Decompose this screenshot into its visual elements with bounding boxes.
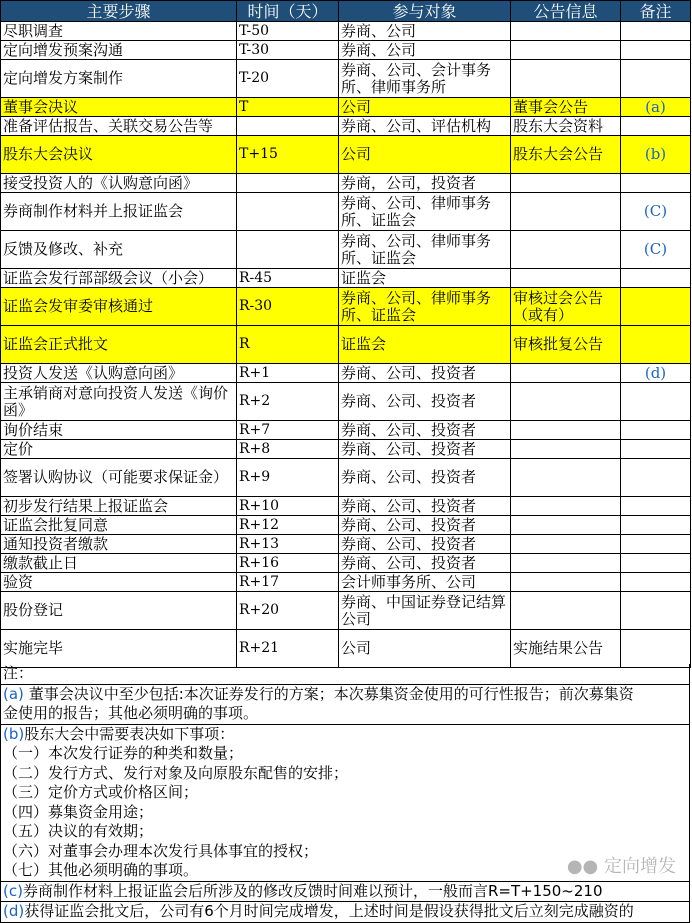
notice-cell bbox=[511, 516, 621, 535]
table-row bbox=[1, 364, 691, 383]
notice-cell bbox=[511, 440, 621, 459]
remark-cell bbox=[621, 383, 691, 421]
notice-cell: 实施结果公告 bbox=[511, 630, 621, 668]
remark-cell bbox=[621, 22, 691, 41]
table-row bbox=[1, 573, 691, 592]
remark-cell: (b) bbox=[621, 136, 691, 174]
table-row bbox=[1, 98, 691, 117]
time-cell: R-45 bbox=[237, 269, 339, 288]
note-b-item: （二）发行方式、发行对象及向原股东配售的安排； bbox=[3, 763, 349, 782]
note-b-text: 股东大会中需要表决如下事项： bbox=[24, 724, 235, 743]
party-cell: 券商、公司、投资者 bbox=[339, 364, 511, 383]
notice-cell bbox=[511, 269, 621, 288]
party-cell: 公司 bbox=[339, 136, 511, 174]
step-cell: 准备评估报告、关联交易公告等 bbox=[1, 117, 237, 136]
remark-cell bbox=[621, 535, 691, 554]
note-a-text2: 金使用的报告；其他必须明确的事项。 bbox=[3, 704, 259, 722]
party-cell: 会计师事务所、公司 bbox=[339, 573, 511, 592]
party-cell: 券商、公司、会计事务所、律师事务所 bbox=[339, 60, 511, 98]
remark-cell bbox=[621, 573, 691, 592]
time-cell: R+12 bbox=[237, 516, 339, 535]
party-cell: 券商、公司、投资者 bbox=[339, 554, 511, 573]
time-cell: R+9 bbox=[237, 459, 339, 497]
time-cell bbox=[237, 174, 339, 193]
remark-cell bbox=[621, 459, 691, 497]
step-cell: 证监会发审委审核通过 bbox=[1, 288, 237, 326]
notice-cell bbox=[511, 174, 621, 193]
step-cell: 询价结束 bbox=[1, 421, 237, 440]
party-cell: 券商、公司 bbox=[339, 41, 511, 60]
table-row bbox=[1, 630, 691, 668]
note-c-tag: (c) bbox=[3, 881, 23, 900]
notice-cell bbox=[511, 535, 621, 554]
note-a-tag: (a) bbox=[3, 684, 24, 703]
step-cell: 定价 bbox=[1, 440, 237, 459]
remark-cell: (C) bbox=[621, 231, 691, 269]
step-cell: 券商制作材料并上报证监会 bbox=[1, 193, 237, 231]
note-c-text: 券商制作材料上报证监会后所涉及的修改反馈时间难以预计，一般而言R=T+150~210 bbox=[22, 881, 603, 900]
time-cell: R+7 bbox=[237, 421, 339, 440]
time-cell: R+2 bbox=[237, 383, 339, 421]
remark-cell bbox=[621, 630, 691, 668]
table-row bbox=[1, 231, 691, 269]
step-cell: 签署认购协议（可能要求保证金） bbox=[1, 459, 237, 497]
party-cell: 券商、公司、评估机构 bbox=[339, 117, 511, 136]
table-row bbox=[1, 554, 691, 573]
note-d-text: 获得证监会批文后，公司有6个月时间完成增发，上述时间是假设获得批文后立刻完成融资的 bbox=[24, 902, 634, 920]
remark-cell bbox=[621, 497, 691, 516]
party-cell: 券商、公司、投资者 bbox=[339, 497, 511, 516]
header-time: 时间（天） bbox=[237, 1, 339, 22]
remark-cell bbox=[621, 288, 691, 326]
time-cell: R-30 bbox=[237, 288, 339, 326]
remark-cell bbox=[621, 421, 691, 440]
remark-cell bbox=[621, 326, 691, 364]
step-cell: 证监会批复同意 bbox=[1, 516, 237, 535]
party-cell: 券商、公司、投资者 bbox=[339, 421, 511, 440]
note-a bbox=[0, 684, 690, 725]
time-cell: T-30 bbox=[237, 41, 339, 60]
time-cell: R+17 bbox=[237, 573, 339, 592]
table-row bbox=[1, 22, 691, 41]
party-cell: 券商、公司、律师事务所、证监会 bbox=[339, 231, 511, 269]
remark-cell: (d) bbox=[621, 364, 691, 383]
note-b-item: （三）定价方式或价格区间； bbox=[3, 783, 199, 801]
time-cell: R+8 bbox=[237, 440, 339, 459]
notice-cell bbox=[511, 459, 621, 497]
notice-cell: 股东大会公告 bbox=[511, 136, 621, 174]
party-cell: 券商，公司，投资者 bbox=[339, 174, 511, 193]
notice-cell bbox=[511, 41, 621, 60]
remark-cell: (a) bbox=[621, 98, 691, 117]
notice-cell bbox=[511, 231, 621, 269]
table-row bbox=[1, 136, 691, 174]
notice-cell: 董事会公告 bbox=[511, 98, 621, 117]
party-cell: 公司 bbox=[339, 98, 511, 117]
step-cell: 验资 bbox=[1, 573, 237, 592]
remark-cell bbox=[621, 554, 691, 573]
time-cell: T-20 bbox=[237, 60, 339, 98]
header-step: 主要步骤 bbox=[1, 1, 237, 22]
notice-cell bbox=[511, 554, 621, 573]
step-cell: 定向增发方案制作 bbox=[1, 60, 237, 98]
notes-title: 注： bbox=[0, 664, 690, 684]
step-cell: 证监会正式批文 bbox=[1, 326, 237, 364]
watermark-text: 定向增发 bbox=[604, 856, 676, 877]
note-a-text1: 董事会决议中至少包括:本次证券发行的方案；本次募集资金使用的可行性报告；前次募集资 bbox=[28, 684, 634, 703]
note-b-item: （七）其他必须明确的事项。 bbox=[3, 861, 199, 879]
step-cell: 反馈及修改、补充 bbox=[1, 231, 237, 269]
notice-cell bbox=[511, 22, 621, 41]
step-cell: 主承销商对意向投资人发送《询价函》 bbox=[1, 383, 237, 421]
notice-cell bbox=[511, 193, 621, 231]
notice-cell bbox=[511, 60, 621, 98]
table-row bbox=[1, 459, 691, 497]
party-cell: 券商、公司、投资者 bbox=[339, 535, 511, 554]
notice-cell bbox=[511, 573, 621, 592]
step-cell: 董事会决议 bbox=[1, 98, 237, 117]
remark-cell bbox=[621, 41, 691, 60]
table-row bbox=[1, 383, 691, 421]
table-row bbox=[1, 592, 691, 630]
table-row bbox=[1, 497, 691, 516]
step-cell: 股份登记 bbox=[1, 592, 237, 630]
table-row bbox=[1, 326, 691, 364]
step-cell: 投资人发送《认购意向函》 bbox=[1, 364, 237, 383]
time-cell bbox=[237, 193, 339, 231]
party-cell: 券商、公司、投资者 bbox=[339, 383, 511, 421]
time-cell: T bbox=[237, 98, 339, 117]
header-notice: 公告信息 bbox=[511, 1, 621, 22]
time-cell: T-50 bbox=[237, 22, 339, 41]
note-b-item: （六）对董事会办理本次发行具体事宜的授权； bbox=[3, 841, 319, 860]
step-cell: 尽职调查 bbox=[1, 22, 237, 41]
party-cell: 券商、公司 bbox=[339, 22, 511, 41]
header-row bbox=[1, 1, 691, 22]
remark-cell bbox=[621, 174, 691, 193]
step-cell: 接受投资人的《认购意向函》 bbox=[1, 174, 237, 193]
step-cell: 初步发行结果上报证监会 bbox=[1, 497, 237, 516]
party-cell: 券商、公司、投资者 bbox=[339, 459, 511, 497]
table-row bbox=[1, 516, 691, 535]
party-cell: 公司 bbox=[339, 630, 511, 668]
table-row bbox=[1, 440, 691, 459]
notes-section bbox=[0, 664, 690, 923]
party-cell: 证监会 bbox=[339, 326, 511, 364]
table-row bbox=[1, 41, 691, 60]
time-cell bbox=[237, 231, 339, 269]
notice-cell bbox=[511, 383, 621, 421]
note-c bbox=[0, 882, 690, 903]
watermark bbox=[567, 852, 676, 878]
remark-cell bbox=[621, 592, 691, 630]
table-row bbox=[1, 174, 691, 193]
notice-cell bbox=[511, 421, 621, 440]
note-b-item: （四）募集资金用途； bbox=[3, 802, 154, 821]
step-cell: 通知投资者缴款 bbox=[1, 535, 237, 554]
time-cell: R+1 bbox=[237, 364, 339, 383]
remark-cell bbox=[621, 117, 691, 136]
step-cell: 定向增发预案沟通 bbox=[1, 41, 237, 60]
note-b-item: （五）决议的有效期； bbox=[3, 822, 154, 840]
remark-cell bbox=[621, 269, 691, 288]
time-cell bbox=[237, 117, 339, 136]
table-row bbox=[1, 535, 691, 554]
step-cell: 缴款截止日 bbox=[1, 554, 237, 573]
notice-cell bbox=[511, 497, 621, 516]
note-d bbox=[0, 902, 690, 923]
note-b-tag: (b) bbox=[3, 724, 25, 743]
header-remark: 备注 bbox=[621, 1, 691, 22]
party-cell: 券商、公司、律师事务所、证监会 bbox=[339, 288, 511, 326]
party-cell: 券商、公司、投资者 bbox=[339, 440, 511, 459]
time-cell: T+15 bbox=[237, 136, 339, 174]
time-cell: R+21 bbox=[237, 630, 339, 668]
time-cell: R+20 bbox=[237, 592, 339, 630]
party-cell: 券商、中国证券登记结算公司 bbox=[339, 592, 511, 630]
notice-cell: 审核批复公告 bbox=[511, 326, 621, 364]
table-row bbox=[1, 193, 691, 231]
party-cell: 证监会 bbox=[339, 269, 511, 288]
notice-cell: 股东大会资料 bbox=[511, 117, 621, 136]
party-cell: 券商、公司、投资者 bbox=[339, 516, 511, 535]
note-d-tag: (d) bbox=[3, 902, 25, 920]
party-cell: 券商、公司、律师事务所、证监会 bbox=[339, 193, 511, 231]
time-cell: R+10 bbox=[237, 497, 339, 516]
wechat-icon: ●● bbox=[566, 856, 599, 877]
table-row bbox=[1, 60, 691, 98]
remark-cell bbox=[621, 60, 691, 98]
notice-cell: 审核过会公告（或有） bbox=[511, 288, 621, 326]
remark-cell: (C) bbox=[621, 193, 691, 231]
remark-cell bbox=[621, 516, 691, 535]
table-row bbox=[1, 421, 691, 440]
time-cell: R+13 bbox=[237, 535, 339, 554]
table-row bbox=[1, 288, 691, 326]
table-row bbox=[1, 269, 691, 288]
step-cell: 实施完毕 bbox=[1, 630, 237, 668]
table-row bbox=[1, 117, 691, 136]
time-cell: R+16 bbox=[237, 554, 339, 573]
notice-cell bbox=[511, 364, 621, 383]
note-b-item: （一）本次发行证券的种类和数量； bbox=[3, 744, 244, 762]
notice-cell bbox=[511, 592, 621, 630]
header-party: 参与对象 bbox=[339, 1, 511, 22]
step-cell: 股东大会决议 bbox=[1, 136, 237, 174]
step-cell: 证监会发行部部级会议（小会） bbox=[1, 269, 237, 288]
remark-cell bbox=[621, 440, 691, 459]
time-cell: R bbox=[237, 326, 339, 364]
